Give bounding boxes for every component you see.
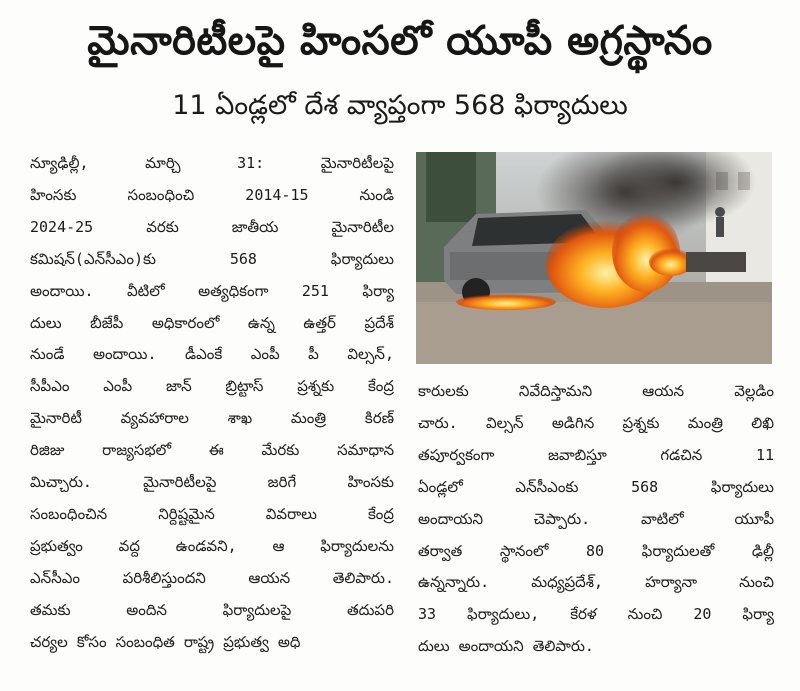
article-line: అందాయి. వీటిలో అత్యధికంగా 251 ఫిర్యా <box>30 281 394 300</box>
article-line: మైనారిటీ వ్యవహారాల శాఖ మంత్రి కిరణ్ <box>30 409 394 428</box>
article-line: తమకు అందిన ఫిర్యాదులపై తదుపరి <box>30 600 394 619</box>
article-line: ఎన్‌సీఎం పరిశీలిస్తుందని ఆయన తెలిపారు. <box>30 568 394 587</box>
article-line: చర్యల కోసం సంబంధిత రాష్ట్ర ప్రభుత్వ అధి <box>30 632 301 651</box>
left-column <box>30 148 394 659</box>
article-line: ఉన్నన్నారు. మధ్యప్రదేశ్, హర్యానా నుంచి <box>418 573 774 592</box>
article-line: కమిషన్(ఎన్‌సీఎం)కు 568 ఫిర్యాదులు <box>30 249 394 268</box>
article-line: న్యూఢిల్లీ, మార్చి 31: మైనారిటీలపై <box>30 154 394 172</box>
article-line: హింసకు సంబంధించి 2014-15 నుండి <box>30 185 394 204</box>
photo-illustration <box>416 152 772 364</box>
article-line: నుండే అందాయి. డీఎంకే ఎంపీ పీ విల్సన్, <box>30 345 394 364</box>
article-line: 2024-25 వరకు జాతీయ మైనారిటీల <box>30 217 394 236</box>
article-line: మిచ్చారు. మైనారిటీలపై జరిగే హింసకు <box>30 473 394 492</box>
article-line: చారు. విల్సన్ అడిగిన ప్రశ్నకు మంత్రి లిఖి <box>418 413 774 432</box>
article-line: తర్వాత స్థానంలో 80 ఫిర్యాదులతో ఢిల్లీ <box>418 541 774 560</box>
article-line: తపూర్వకంగా జవాబిస్తూ గడచిన 11 <box>418 445 774 464</box>
right-column <box>418 376 774 663</box>
article-line: దులు బీజేపీ అధికారంలో ఉన్న ఉత్తర్ ప్రదేశ్ <box>30 313 394 332</box>
article-line: అందాయని చెప్పారు. వాటిలో యూపీ <box>418 509 774 528</box>
article-line: సంబంధించిన నిర్దిష్టమైన వివరాలు కేంద్ర <box>30 504 394 523</box>
article-line: కారులకు నివేదిస్తామని ఆయన వెల్లడిం <box>418 382 774 400</box>
article-line: ప్రభుత్వం వద్ద ఉండవని, ఆ ఫిర్యాదులను <box>30 536 394 555</box>
subheadline: 11 ఏండ్లలో దేశ వ్యాప్తంగా 568 ఫిర్యాదులు <box>172 90 628 121</box>
article-line: ఏండ్లలో ఎన్‌సీఎంకు 568 ఫిర్యాదులు <box>418 477 774 496</box>
article-line: రిజిజు రాజ్యసభలో ఈ మేరకు సమాధాన <box>30 441 394 460</box>
article-line: దులు అందాయని తెలిపారు. <box>418 637 594 656</box>
burning-car-photo <box>416 152 772 364</box>
headline: మైనారిటీలపై హింసలో యూపీ అగ్రస్థానం <box>87 18 713 64</box>
article-line: సీపీఎం ఎంపీ జాన్ బ్రిట్టాస్ ప్రశ్నకు కేంద్ర <box>30 377 394 396</box>
article-line: 33 ఫిర్యాదులు, కేరళ నుంచి 20 ఫిర్యా <box>418 605 774 624</box>
